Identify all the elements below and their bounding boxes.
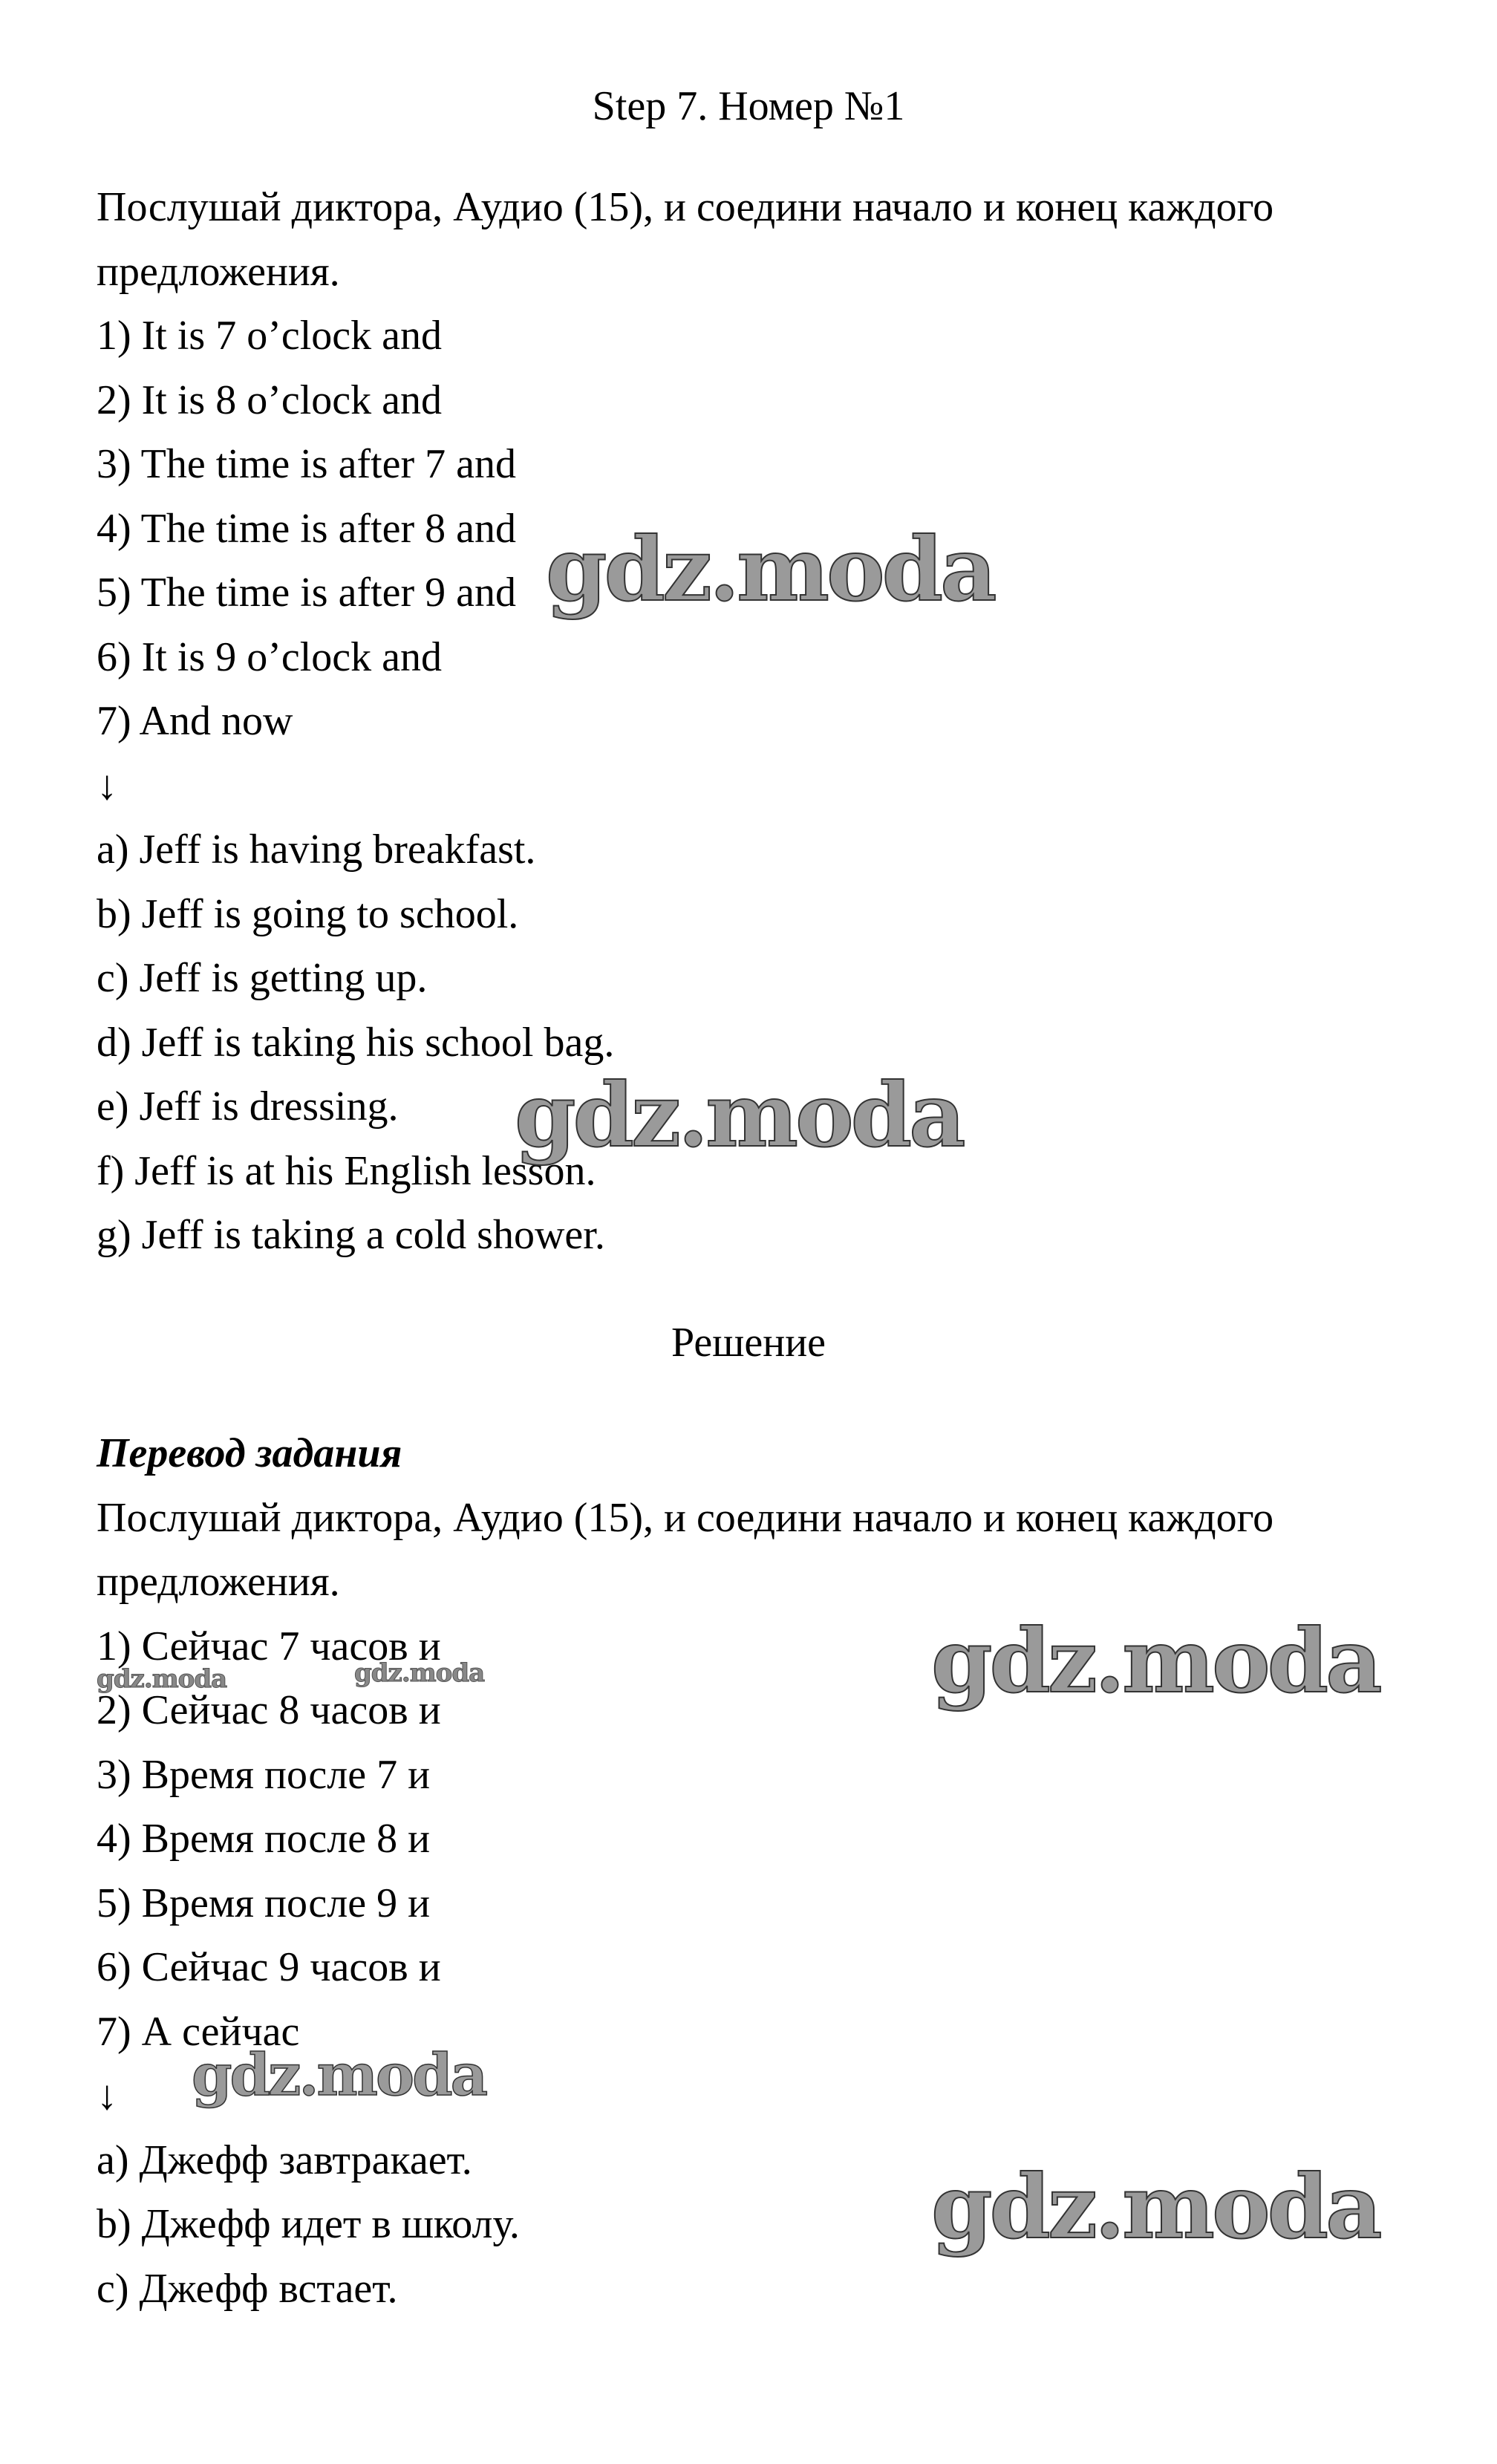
translation-heading: Перевод задания [97,1430,402,1476]
beginning-translation: 2) Сейчас 8 часов и [97,1687,441,1733]
beginning-translation: 3) Время после 7 и [97,1751,431,1798]
ending-translation: c) Джефф встает. [97,2265,398,2312]
beginning-item: 3) The time is after 7 and [97,441,517,487]
beginning-translation: 5) Время после 9 и [97,1880,431,1926]
watermark: gdz.moda [546,518,994,621]
ending-item: b) Jeff is going to school. [97,890,519,937]
watermark: gdz.moda [97,1664,227,1694]
beginning-translation: 6) Сейчас 9 часов и [97,1944,441,1990]
watermark: gdz.moda [354,1658,485,1688]
watermark: gdz.moda [931,2155,1380,2258]
beginning-translation: 7) А сейчас [97,2008,300,2055]
beginning-item: 5) The time is after 9 and [97,570,517,616]
ending-item: c) Jeff is getting up. [97,955,428,1001]
ending-item: d) Jeff is taking his school bag. [97,1019,615,1066]
ending-item: f) Jeff is at his English lesson. [97,1147,596,1194]
solution-heading: Решение [671,1320,826,1366]
beginning-item: 1) It is 7 o’clock and [97,313,442,359]
beginning-item: 7) And now [97,698,293,744]
beginning-item: 6) It is 9 o’clock and [97,633,442,680]
down-arrow-icon: ↓ [97,2073,117,2119]
beginning-translation: 4) Время после 8 и [97,1816,431,1862]
task-instruction: Послушай диктора, Аудио (15), и соедини начало и конец каждого предложения. [97,184,1274,295]
page-title: Step 7. Номер №1 [592,83,905,129]
beginning-translation: 1) Сейчас 7 часов и [97,1623,441,1669]
beginning-item: 2) It is 8 o’clock and [97,377,442,423]
watermark: gdz.moda [515,1063,963,1167]
ending-item: g) Jeff is taking a cold shower. [97,1212,605,1258]
ending-translation: b) Джефф идет в школу. [97,2201,520,2247]
solution-instruction: Послушай диктора, Аудио (15), и соедини начало и конец каждого предложения. [97,1494,1274,1605]
watermark: gdz.moda [931,1609,1380,1712]
ending-item: e) Jeff is dressing. [97,1083,399,1130]
ending-item: a) Jeff is having breakfast. [97,827,536,873]
beginning-item: 4) The time is after 8 and [97,505,517,552]
ending-translation: a) Джефф завтракает. [97,2137,472,2183]
down-arrow-icon: ↓ [97,762,117,809]
watermark: gdz.moda [192,2041,486,2109]
